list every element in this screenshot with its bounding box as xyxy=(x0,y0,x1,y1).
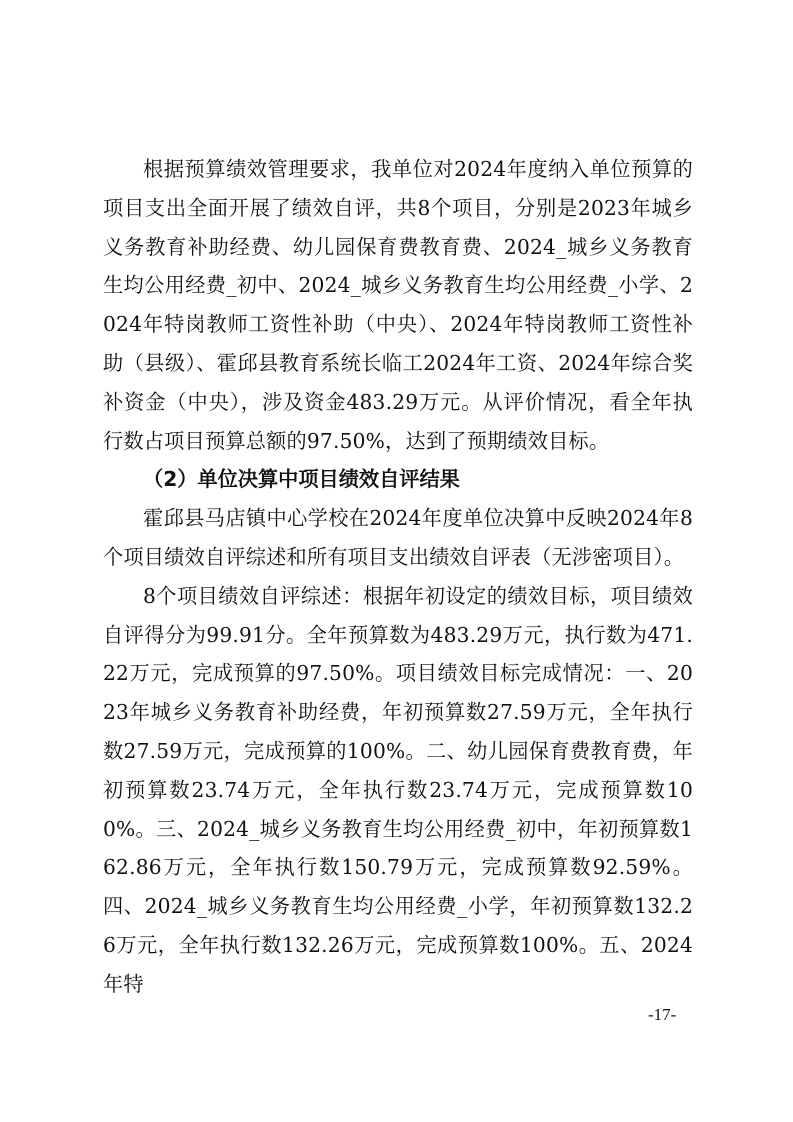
section-heading-project-results: （2）单位决算中项目绩效自评结果 xyxy=(143,467,460,492)
body-text xyxy=(103,150,693,1004)
page-number: -17- xyxy=(648,1005,677,1024)
paragraph-self-evaluation-overview: 根据预算绩效管理要求，我单位对2024年度纳入单位预算的项目支出全面开展了绩效自评，共8个项目，分别是2023年城乡义务教育补助经费、幼儿园保育费教育费、2024_城乡义务教育生均公用经费_初中、2024_城乡义务教育生均公用经费_小学、2024年特岗教师工资性补助（中央）、2024年特岗教师工资性补助（县级）、霍邱县教育系统长临工2024年工资、2024年综合奖补资金（中央），涉及资金483.29万元。从评价情况，看全年执行数占项目预算总额的97.50%，达到了预期绩效目标。 xyxy=(103,157,693,453)
paragraph-final-accounts-statement: 霍邱县马店镇中心学校在2024年度单位决算中反映2024年8个项目绩效自评综述和所有项目支出绩效自评表（无涉密项目）。 xyxy=(103,506,693,569)
paragraph-eight-project-summary: 8个项目绩效自评综述：根据年初设定的绩效目标，项目绩效自评得分为99.91分。全年预算数为483.29万元，执行数为471.22万元，完成预算的97.50%。项目绩效目标完成情况：一、2023年城乡义务教育补助经费，年初预算数27.59万元，全年执行数27.59万元，完成预算的100%。二、幼儿园保育费教育费，年初预算数23.74万元，全年执行数23.74万元，完成预算数100%。三、2024_城乡义务教育生均公用经费_初中，年初预算数162.86万元，全年执行数150.79万元，完成预算数92.59%。四、2024_城乡义务教育生均公用经费_小学，年初预算数132.26万元，全年执行数132.26万元，完成预算数100%。五、2024年特 xyxy=(103,583,693,996)
